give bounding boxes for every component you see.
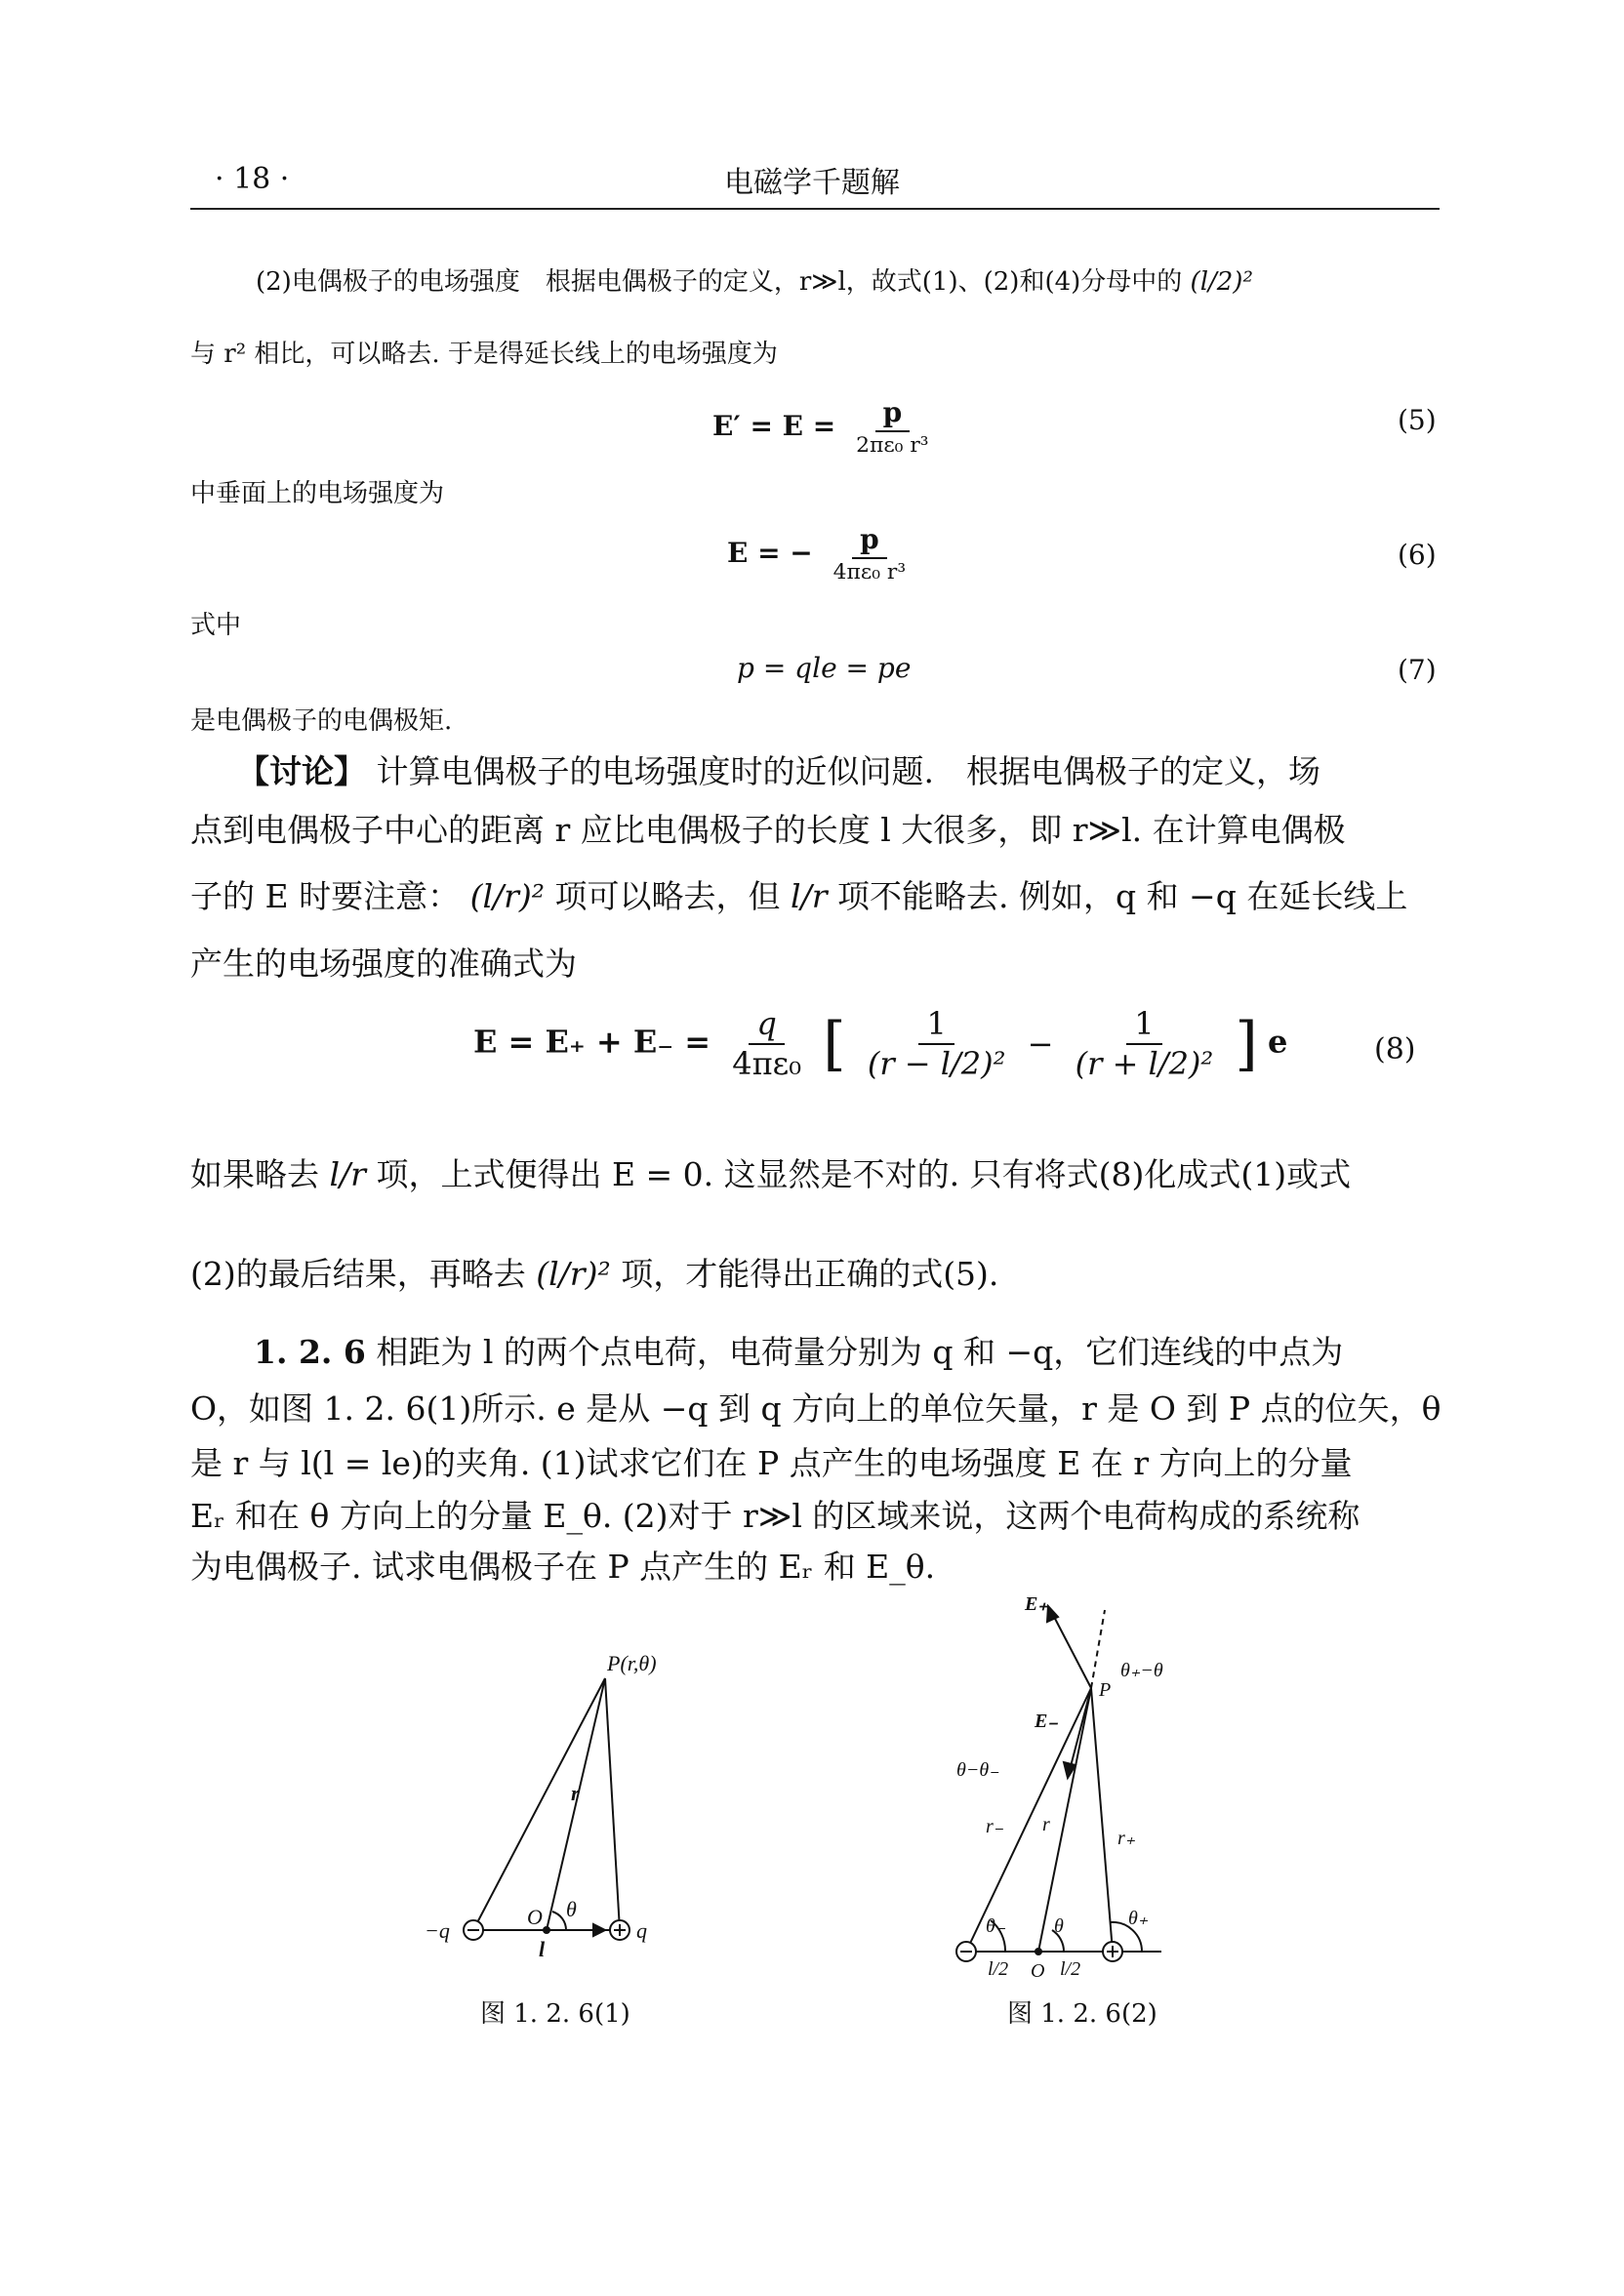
frac-l-over-r-2: l/r <box>329 1155 366 1193</box>
dashed-r-plus-extension <box>1091 1610 1105 1688</box>
eq8-denominator-2: (r + l/2)² <box>1075 1045 1214 1083</box>
discussion-line3-c: 项不能略去. 例如，q 和 −q 在延长线上 <box>836 877 1408 915</box>
mid-plane-label: 中垂面上的电场强度为 <box>190 479 445 508</box>
label-O: O <box>527 1905 543 1929</box>
arrow-l <box>593 1924 605 1936</box>
discussion-tag: 【讨论】 <box>237 752 366 790</box>
discussion-line3 <box>190 871 1407 917</box>
figure-1-2-6-1 <box>410 1639 703 1961</box>
eq5-left: E′ = E = <box>712 409 836 442</box>
problem-line1-text: 相距为 l 的两个点电荷，电荷量分别为 q 和 −q，它们连线的中点为 <box>376 1333 1344 1371</box>
eq8-number: (8) <box>1374 1032 1416 1067</box>
label-l-half-right: l/2 <box>1060 1958 1081 1979</box>
where-label: 式中 <box>190 611 242 640</box>
eq8-one-a: 1 <box>918 1007 954 1045</box>
label-negq: −q <box>425 1918 450 1943</box>
part2-line2: 与 r² 相比，可以略去. 于是得延长线上的电场强度为 <box>190 340 778 369</box>
discussion-line2: 点到电偶极子中心的距离 r 应比电偶极子的长度 l 大很多，即 r≫l. 在计算电偶极 <box>190 811 1346 849</box>
label-theta: θ <box>566 1897 577 1921</box>
eq6-left: E = − <box>727 536 813 569</box>
line-q-to-P <box>605 1678 620 1930</box>
label-theta-plus-minus-theta: θ₊−θ <box>1120 1660 1163 1681</box>
discussion-line3-a: 子的 E 时要注意： <box>190 877 461 915</box>
running-title: 电磁学千题解 <box>724 166 900 200</box>
page-number: · 18 · <box>215 162 290 196</box>
point-O <box>543 1926 550 1934</box>
eq8-left: E = E₊ + E₋ = <box>473 1023 711 1061</box>
label-E-minus: E₋ <box>1035 1711 1058 1732</box>
eq8-q: q <box>749 1007 784 1045</box>
label-l-half-left: l/2 <box>988 1958 1009 1979</box>
line-r-plus <box>1091 1688 1113 1952</box>
frac-l-over-2-squared: (l/2)² <box>1190 267 1253 297</box>
part2-line1-text: (2)电偶极子的电场强度 根据电偶极子的定义，r≫l，故式(1)、(2)和(4)分母中的 <box>256 267 1183 297</box>
frac-l-over-r-squared-2: (l/r)² <box>536 1255 611 1293</box>
label-E-plus: E₊ <box>1025 1593 1048 1615</box>
dipole-moment-sentence: 是电偶极子的电偶极矩. <box>190 706 453 736</box>
eq5-number: (5) <box>1398 404 1437 436</box>
equation-8: E = E₊ + E₋ = $\frac{q}{\text{4πε₀}}$ [ $\frac{1}{\text{(r − l/2)²}}$ − $\frac{1}{\text{(r + l/2)²}}$ ] e <box>473 1005 1288 1083</box>
figure-1-2-6-2 <box>937 1589 1200 1979</box>
label-q: q <box>636 1918 647 1943</box>
problem-line4: Eᵣ 和在 θ 方向上的分量 E_θ. (2)对于 r≫l 的区域来说，这两个电荷构成的系统称 <box>190 1497 1360 1535</box>
label-theta-plus: θ₊ <box>1128 1908 1149 1929</box>
label-P-2: P <box>1099 1679 1112 1701</box>
label-l: l <box>539 1937 546 1961</box>
discussion-line6-b: 项，才能得出正确的式(5). <box>621 1255 999 1293</box>
eq6-numerator: p <box>852 525 887 559</box>
problem-line1 <box>254 1327 1343 1373</box>
problem-line3: 是 r 与 l(l = le)的夹角. (1)试求它们在 P 点产生的电场强度 E 在 r 方向上的分量 <box>190 1444 1353 1482</box>
eq8-unit-vector: e <box>1268 1023 1288 1061</box>
eq8-denominator: 4πε₀ <box>732 1045 802 1083</box>
label-r-2: r <box>1042 1814 1050 1835</box>
discussion-line3-b: 项可以略去，但 <box>554 877 781 915</box>
discussion-line1-text: 计算电偶极子的电场强度时的近似问题. 根据电偶极子的定义，场 <box>376 752 1320 790</box>
label-theta-2: θ <box>1054 1915 1064 1937</box>
line-negq-to-P <box>473 1678 605 1930</box>
label-theta-minus-theta-minus: θ−θ₋ <box>956 1759 999 1781</box>
vector-E-plus <box>1052 1613 1091 1688</box>
equation-5 <box>712 398 941 458</box>
figure-2-caption: 图 1. 2. 6(2) <box>1007 1999 1157 2029</box>
label-r: r <box>571 1781 580 1805</box>
eq5-denominator: 2πε₀ r³ <box>856 432 929 458</box>
label-r-plus: r₊ <box>1117 1828 1136 1849</box>
label-O-2: O <box>1031 1960 1045 1979</box>
discussion-line6-a: (2)的最后结果，再略去 <box>190 1255 526 1293</box>
label-theta-minus: θ₋ <box>986 1915 1006 1937</box>
frac-l-over-r-squared: (l/r)² <box>469 877 546 915</box>
figure-1-caption: 图 1. 2. 6(1) <box>480 1999 630 2029</box>
angle-theta-arc <box>552 1912 566 1930</box>
equation-6 <box>727 525 917 584</box>
point-O-2 <box>1035 1948 1042 1955</box>
label-P: P(r,θ) <box>607 1651 657 1675</box>
discussion-line5-b: 项，上式便得出 E = 0. 这显然是不对的. 只有将式(8)化成式(1)或式 <box>376 1155 1352 1193</box>
discussion-line4: 产生的电场强度的准确式为 <box>190 945 577 983</box>
problem-line5: 为电偶极子. 试求电偶极子在 P 点产生的 Eᵣ 和 E_θ. <box>190 1548 936 1586</box>
label-r-minus: r₋ <box>986 1816 1004 1837</box>
discussion-line1 <box>237 746 1320 792</box>
eq5-numerator: p <box>875 398 911 432</box>
vector-E-minus <box>1070 1688 1091 1770</box>
part2-line1 <box>256 262 1253 298</box>
eq8-denominator-1: (r − l/2)² <box>867 1045 1006 1083</box>
problem-line2: O，如图 1. 2. 6(1)所示. e 是从 −q 到 q 方向上的单位矢量，r 是 O 到 P 点的位矢，θ <box>190 1390 1441 1428</box>
eq6-number: (6) <box>1398 539 1437 571</box>
discussion-line5 <box>190 1149 1351 1195</box>
problem-number: 1. 2. 6 <box>254 1333 366 1371</box>
discussion-line5-a: 如果略去 <box>190 1155 319 1193</box>
equation-7: p = qle = pe <box>737 652 912 684</box>
frac-l-over-r: l/r <box>791 877 828 915</box>
eq7-number: (7) <box>1398 654 1437 686</box>
discussion-line6 <box>190 1249 998 1295</box>
eq6-denominator: 4πε₀ r³ <box>832 559 907 584</box>
header-rule <box>190 208 1440 210</box>
eq8-one-b: 1 <box>1126 1007 1161 1045</box>
